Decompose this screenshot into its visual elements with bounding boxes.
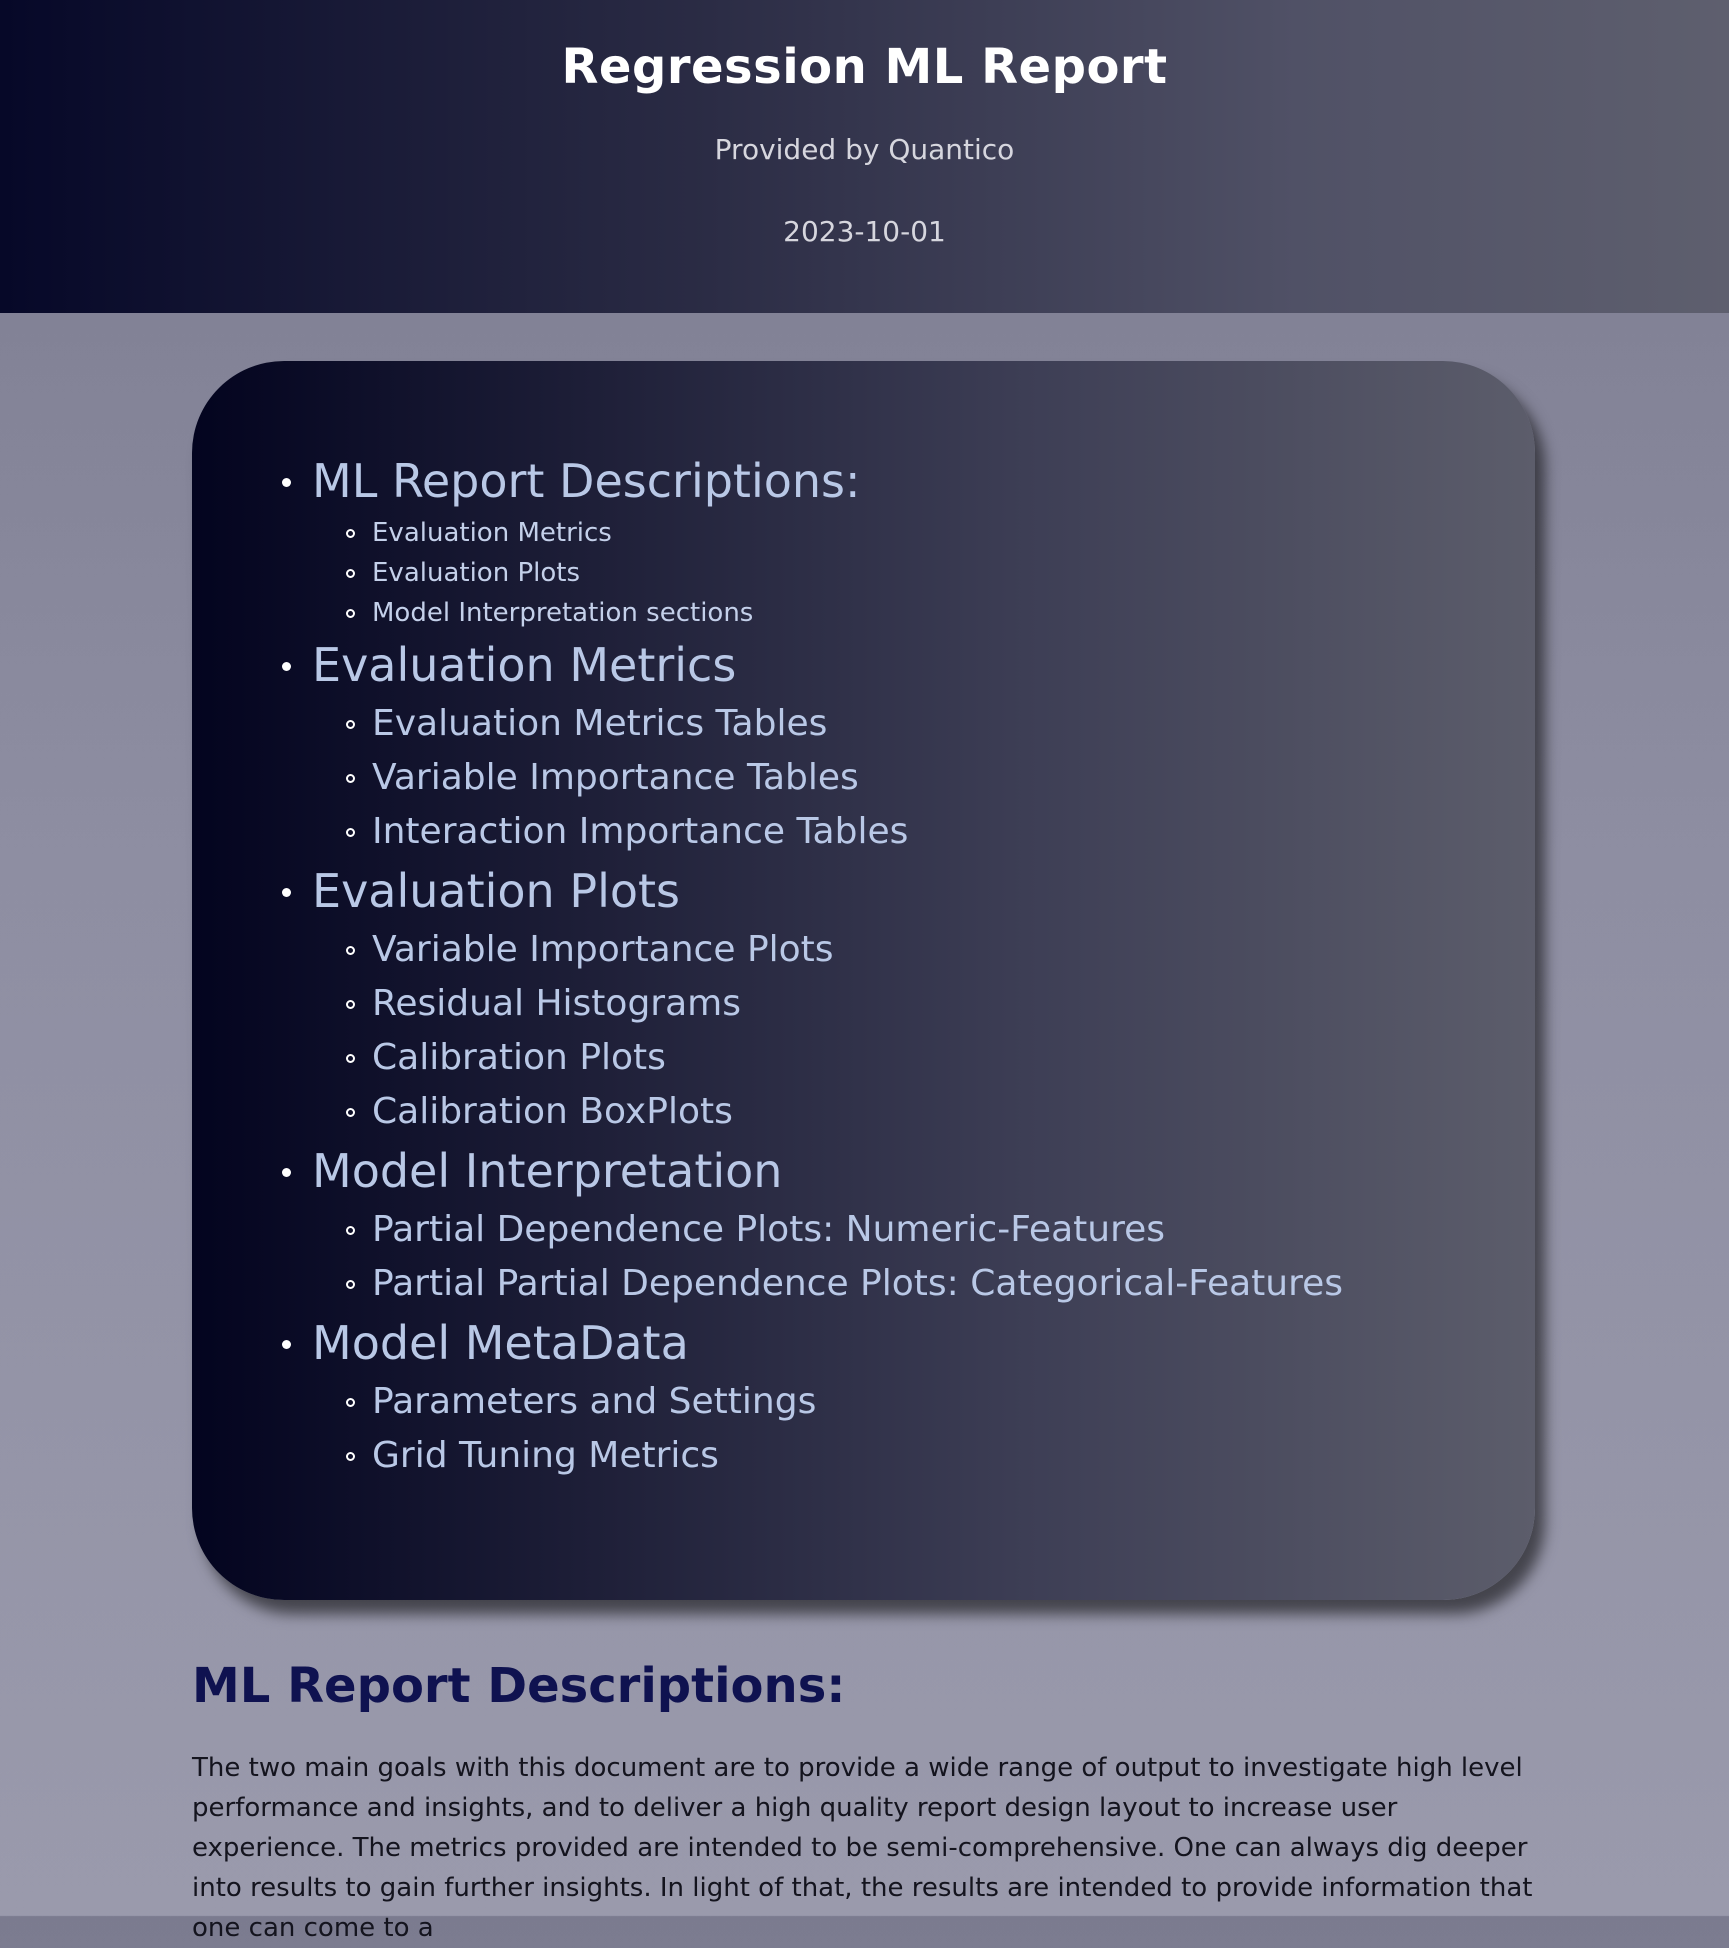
toc-item[interactable]: [372, 553, 1535, 593]
toc-sublist: [312, 513, 1535, 633]
table-of-contents: [192, 361, 1535, 1600]
toc-item[interactable]: [372, 977, 1535, 1031]
circle-bullet-icon: [346, 828, 355, 837]
toc-item-label[interactable]: Variable Importance Plots: [372, 929, 834, 970]
circle-bullet-icon: [346, 529, 355, 538]
toc-item[interactable]: [372, 1031, 1535, 1085]
report-title: Regression ML Report: [561, 39, 1168, 95]
report-provider: Provided by Quantico: [714, 133, 1015, 166]
toc-list: [282, 449, 1535, 1483]
toc-section-title[interactable]: Evaluation Plots: [312, 864, 680, 918]
circle-bullet-icon: [346, 1398, 355, 1407]
toc-section-evaluation-metrics[interactable]: [282, 633, 1535, 859]
circle-bullet-icon: [346, 1054, 355, 1063]
toc-item-label[interactable]: Calibration BoxPlots: [372, 1091, 733, 1132]
toc-sublist: [312, 923, 1535, 1139]
toc-section-title[interactable]: Model MetaData: [312, 1316, 689, 1370]
report-date: 2023-10-01: [783, 215, 946, 248]
circle-bullet-icon: [346, 1000, 355, 1009]
toc-item-label[interactable]: Calibration Plots: [372, 1037, 666, 1078]
toc-item[interactable]: [372, 697, 1535, 751]
toc-item[interactable]: [372, 1375, 1535, 1429]
toc-item[interactable]: [372, 1257, 1535, 1311]
bullet-icon: [282, 1340, 291, 1349]
toc-item-label[interactable]: Residual Histograms: [372, 983, 741, 1024]
report-header: [0, 0, 1729, 313]
toc-sublist: [312, 1203, 1535, 1311]
toc-item[interactable]: [372, 513, 1535, 553]
toc-section-ml-report-descriptions[interactable]: [282, 449, 1535, 633]
toc-section-title[interactable]: ML Report Descriptions:: [312, 454, 861, 508]
circle-bullet-icon: [346, 1280, 355, 1289]
toc-item-label[interactable]: Model Interpretation sections: [372, 598, 754, 628]
toc-sublist: [312, 1375, 1535, 1483]
circle-bullet-icon: [346, 720, 355, 729]
toc-section-title[interactable]: Model Interpretation: [312, 1144, 783, 1198]
toc-item[interactable]: [372, 1429, 1535, 1483]
toc-item-label[interactable]: Partial Dependence Plots: Numeric-Features: [372, 1209, 1165, 1250]
toc-sublist: [312, 697, 1535, 859]
circle-bullet-icon: [346, 1452, 355, 1461]
circle-bullet-icon: [346, 946, 355, 955]
toc-item-label[interactable]: Evaluation Plots: [372, 558, 580, 588]
toc-item[interactable]: [372, 593, 1535, 633]
circle-bullet-icon: [346, 609, 355, 618]
circle-bullet-icon: [346, 569, 355, 578]
toc-section-model-interpretation[interactable]: [282, 1139, 1535, 1311]
bullet-icon: [282, 1168, 291, 1177]
toc-item[interactable]: [372, 923, 1535, 977]
toc-item[interactable]: [372, 751, 1535, 805]
toc-item-label[interactable]: Evaluation Metrics Tables: [372, 703, 828, 744]
circle-bullet-icon: [346, 774, 355, 783]
toc-item-label[interactable]: Partial Partial Dependence Plots: Categorical-Features: [372, 1263, 1343, 1304]
toc-item[interactable]: [372, 805, 1535, 859]
toc-section-title[interactable]: Evaluation Metrics: [312, 638, 737, 692]
bullet-icon: [282, 662, 291, 671]
section-paragraph: The two main goals with this document are to provide a wide range of output to investigate high level performance and insights, and to deliver a high quality report design layout to increase user experience. The metrics provided are intended to be semi-comprehensive. One can always dig deeper into results to gain further insights. In light of that, the results are intended to provide information that one can come to a: [192, 1753, 1533, 1943]
report-content: [192, 1650, 1537, 1948]
toc-item-label[interactable]: Interaction Importance Tables: [372, 811, 909, 852]
toc-item-label[interactable]: Grid Tuning Metrics: [372, 1435, 719, 1476]
toc-item[interactable]: [372, 1203, 1535, 1257]
toc-item-label[interactable]: Evaluation Metrics: [372, 518, 612, 548]
toc-section-model-metadata[interactable]: [282, 1311, 1535, 1483]
section-heading: ML Report Descriptions:: [192, 1658, 846, 1714]
bullet-icon: [282, 478, 291, 487]
circle-bullet-icon: [346, 1108, 355, 1117]
toc-item[interactable]: [372, 1085, 1535, 1139]
bullet-icon: [282, 888, 291, 897]
toc-item-label[interactable]: Parameters and Settings: [372, 1381, 817, 1422]
toc-item-label[interactable]: Variable Importance Tables: [372, 757, 859, 798]
toc-section-evaluation-plots[interactable]: [282, 859, 1535, 1139]
circle-bullet-icon: [346, 1226, 355, 1235]
